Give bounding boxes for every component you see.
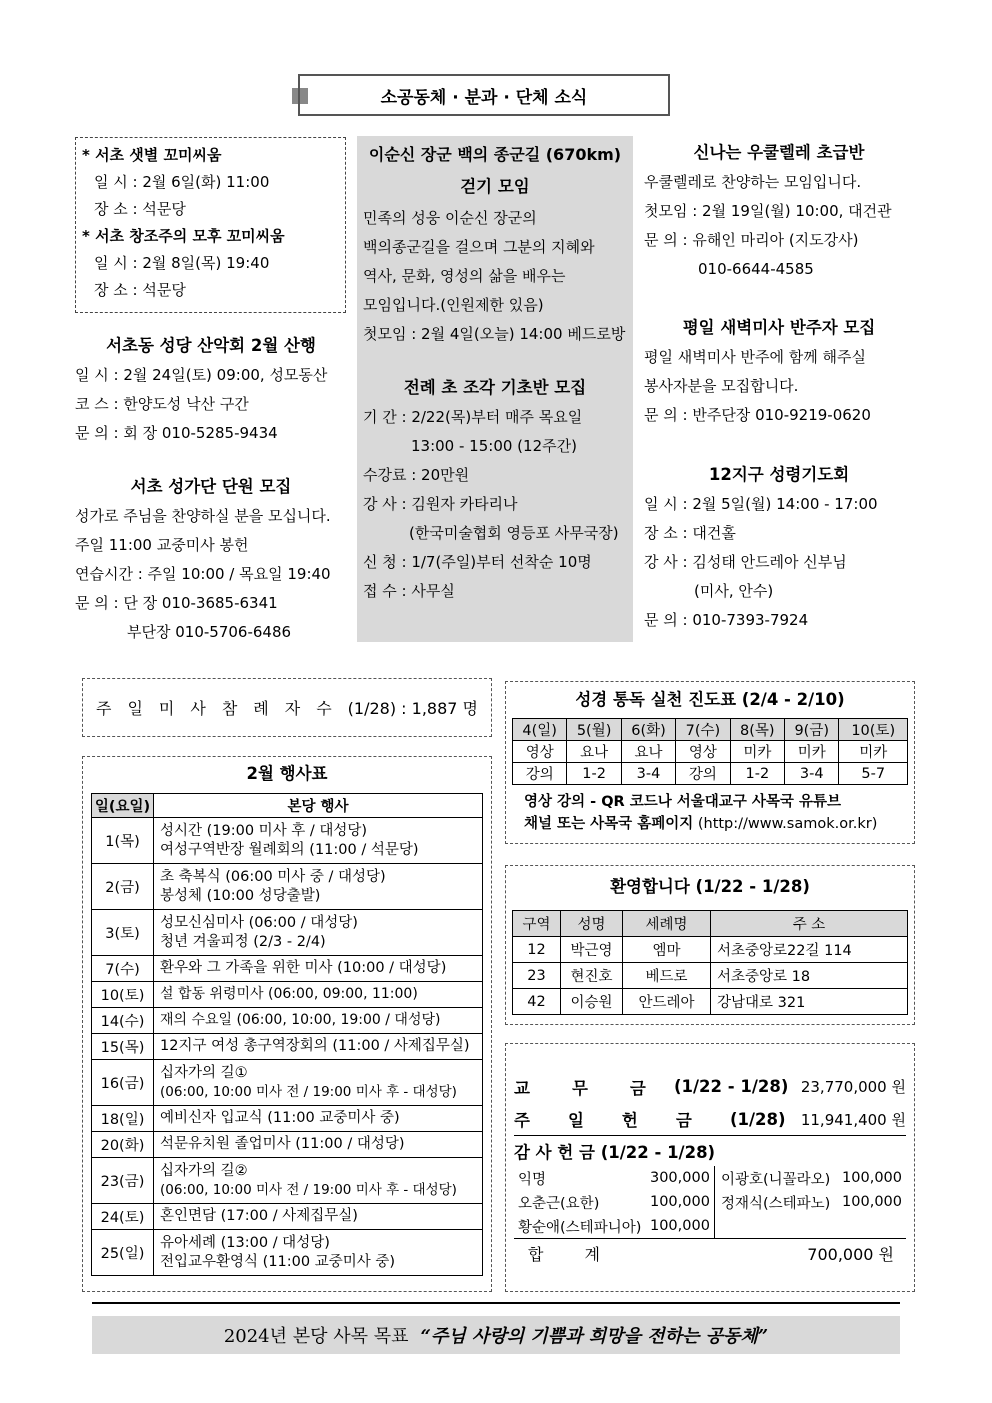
welcome-cell: 베드로: [623, 963, 711, 989]
thanks-name: 오춘근(요한): [518, 1195, 600, 1212]
walk-line-4: 모임입니다.(인원제한 있음): [363, 296, 544, 314]
thanks-name: 정재식(스테파노): [720, 1195, 831, 1212]
event-desc: [154, 1230, 483, 1276]
welcome-cell: 서초중앙로 18: [711, 963, 908, 989]
event-line: 석문유치원 졸업미사 (11:00 / 대성당): [160, 1136, 405, 1152]
welcome-table: [512, 910, 908, 1015]
hiking-course: 코 스 : 한양도성 낙산 구간: [75, 395, 249, 413]
gyomu-row: [514, 1070, 906, 1103]
walk-line-1: 민족의 성웅 이순신 장군의: [363, 209, 537, 227]
bible-cell: 3-4: [785, 763, 839, 785]
walk-line-3: 역사, 문화, 영성의 삶을 배우는: [363, 267, 566, 285]
carving-reception: 접 수 : 사무실: [363, 582, 455, 600]
event-day: 23(금): [92, 1158, 154, 1204]
event-line: 예비신자 입교식 (11:00 교중미사 중): [160, 1110, 400, 1126]
thanks-row: [514, 1214, 906, 1238]
welcome-cell: 강남대로 321: [711, 989, 908, 1015]
bible-cell: 5(월): [567, 719, 621, 741]
event-day: 14(수): [92, 1008, 154, 1034]
welcome-cell: 이승원: [561, 989, 623, 1015]
event-day: 10(토): [92, 982, 154, 1008]
welcome-row: [513, 963, 908, 989]
heongeum-label: 주일헌금: [514, 1111, 730, 1130]
bible-cell: 8(목): [730, 719, 784, 741]
thanks-amount: 300,000: [645, 1166, 714, 1190]
bible-cell: 영상: [676, 741, 730, 763]
event-line: 혼인면담 (17:00 / 사제집무실): [160, 1208, 358, 1224]
changjoju-place: 장 소 : 석문당: [94, 281, 186, 299]
thanks-name: 이광호(니꼴라오): [720, 1171, 831, 1188]
heongeum-amount: 11,941,400 원: [800, 1110, 906, 1129]
footer-rule: [92, 1302, 900, 1304]
spirit-lecturer: 강 사 : 김성태 안드레아 신부님: [644, 553, 847, 571]
welcome-header: 주 소: [711, 911, 908, 937]
ukulele-notice: [644, 138, 914, 284]
choir-contact-leader: 문 의 : 단 장 010-3685-6341: [75, 594, 278, 612]
carving-apply: 신 청 : 1/7(주일)부터 선착순 10명: [363, 553, 592, 571]
bible-title: 성경 통독 실천 진도표 (2/4 - 2/10): [575, 690, 845, 709]
carving-title: 전례 초 조각 기초반 모집: [403, 378, 587, 397]
event-desc: [154, 910, 483, 956]
dawn-line-2: 봉사자분을 모집합니다.: [644, 377, 799, 395]
event-desc: [154, 1008, 483, 1034]
carving-teacher-note: (한국미술협회 영등포 사무국장): [409, 524, 619, 542]
welcome-cell: 42: [513, 989, 561, 1015]
event-day: 7(수): [92, 956, 154, 982]
event-row: [92, 1106, 483, 1132]
event-line: 성시간 (19:00 미사 후 / 대성당): [160, 822, 368, 839]
welcome-cell: 12: [513, 937, 561, 963]
bible-row: [513, 719, 908, 741]
event-day: 18(일): [92, 1106, 154, 1132]
events-col-event: 본당 행사: [154, 794, 483, 818]
changjoju-date: 일 시 : 2월 8일(목) 19:40: [94, 254, 270, 272]
ssaetbyeol-place: 장 소 : 석문당: [94, 200, 186, 218]
carving-time: 13:00 - 15:00 (12주간): [411, 437, 577, 455]
spirit-lecturer-note: (미사, 안수): [694, 582, 774, 600]
bible-cell: 6(화): [621, 719, 675, 741]
event-desc: [154, 818, 483, 864]
gyomu-amount: 23,770,000 원: [800, 1078, 906, 1096]
bible-cell: 요나: [567, 741, 621, 763]
event-row: [92, 864, 483, 910]
event-row: [92, 956, 483, 982]
bible-cell: 미카: [785, 741, 839, 763]
thanks-row: [514, 1190, 906, 1214]
bible-cell: 5-7: [839, 763, 908, 785]
carving-period: 기 간 : 2/22(목)부터 매주 목요일: [363, 408, 583, 426]
welcome-cell: 안드레아: [623, 989, 711, 1015]
bible-cell: 강의: [676, 763, 730, 785]
bible-table: [512, 718, 908, 785]
gyomu-label: 교무금: [514, 1078, 688, 1098]
bible-note-2: 채널 또는 사목국 홈페이지: [524, 816, 694, 832]
event-row: [92, 982, 483, 1008]
ukulele-first: 첫모임 : 2월 19일(월) 10:00, 대건관: [644, 202, 892, 220]
event-row: [92, 1008, 483, 1034]
attendance-label: 주일미사참례자수: [96, 699, 348, 718]
event-desc: [154, 1132, 483, 1158]
total-row: [514, 1238, 906, 1268]
finance-box: [505, 1043, 915, 1292]
event-day: 20(화): [92, 1132, 154, 1158]
hiking-notice: [75, 331, 347, 448]
bible-reading-box: [505, 681, 915, 844]
hiking-contact: 문 의 : 회 장 010-5285-9434: [75, 424, 278, 442]
events-col-day: 일(요일): [92, 794, 154, 818]
event-day: 1(목): [92, 818, 154, 864]
dawn-title: 평일 새벽미사 반주자 모집: [682, 318, 876, 337]
welcome-row: [513, 937, 908, 963]
welcome-header: 구역: [513, 911, 561, 937]
choir-practice: 연습시간 : 주일 10:00 / 목요일 19:40: [75, 565, 331, 583]
bible-cell: 요나: [621, 741, 675, 763]
thanks-title: 감 사 헌 금 (1/22 - 1/28): [514, 1143, 716, 1162]
event-day: 15(목): [92, 1034, 154, 1060]
welcome-cell: 박근영: [561, 937, 623, 963]
spirit-date: 일 시 : 2월 5일(월) 14:00 - 17:00: [644, 495, 878, 513]
event-line: 여성구역반장 월례회의 (11:00 / 석문당): [160, 841, 419, 858]
walk-line-2: 백의종군길을 걸으며 그분의 지혜와: [363, 238, 595, 256]
bible-cell: 3-4: [621, 763, 675, 785]
bible-cell: 1-2: [567, 763, 621, 785]
spirit-place: 장 소 : 대건홀: [644, 524, 736, 542]
choir-contact-sub: 부단장 010-5706-6486: [127, 623, 292, 641]
event-desc: [154, 1204, 483, 1230]
bible-note-url: (http://www.samok.or.kr): [697, 816, 878, 832]
footer-prefix: 2024년 본당 사목 목표: [223, 1326, 409, 1347]
gyomu-period: (1/22 - 1/28): [674, 1077, 789, 1096]
event-row: [92, 1132, 483, 1158]
event-row: [92, 1230, 483, 1276]
heongeum-period: (1/28): [729, 1109, 786, 1129]
event-desc: [154, 1060, 483, 1106]
event-line: 십자가의 길②: [160, 1162, 248, 1179]
welcome-title: 환영합니다 (1/22 - 1/28): [610, 877, 810, 896]
thanks-amount: 100,000: [842, 1194, 902, 1210]
attendance-box: [82, 678, 492, 737]
ukulele-title: 신나는 우쿨렐레 초급반: [693, 143, 865, 162]
dawn-line-1: 평일 새벽미사 반주에 함께 해주실: [644, 348, 866, 366]
event-line: 성모신심미사 (06:00 / 대성당): [160, 914, 358, 931]
event-desc: [154, 1106, 483, 1132]
thanks-amount: 100,000: [645, 1190, 714, 1214]
event-line: 봉성체 (10:00 성당출발): [160, 887, 321, 904]
event-line: 12지구 여성 총구역장회의 (11:00 / 사제집무실): [160, 1038, 470, 1054]
events-table: [91, 793, 483, 1276]
event-row: [92, 1204, 483, 1230]
welcome-header: 세례명: [623, 911, 711, 937]
event-day: 25(일): [92, 1230, 154, 1276]
bible-cell: 1-2: [730, 763, 784, 785]
event-desc: [154, 956, 483, 982]
event-line: (06:00, 10:00 미사 전 / 19:00 미사 후 - 대성당): [160, 1083, 457, 1100]
footer-banner: [92, 1316, 900, 1354]
thanks-amount: 100,000: [842, 1170, 902, 1186]
spirit-contact: 문 의 : 010-7393-7924: [644, 611, 809, 629]
event-line: 십자가의 길①: [160, 1064, 248, 1081]
event-desc: [154, 1034, 483, 1060]
spirit-prayer-notice: [644, 460, 914, 635]
ukulele-desc: 우쿨렐레로 찬양하는 모임입니다.: [644, 173, 862, 191]
event-row: [92, 910, 483, 956]
bible-cell: 미카: [730, 741, 784, 763]
event-row: [92, 818, 483, 864]
event-day: 16(금): [92, 1060, 154, 1106]
thanks-name: 황순애(스테파니아): [518, 1219, 642, 1236]
total-label: 합 계: [528, 1245, 618, 1264]
walk-subtitle: 걷기 모임: [460, 177, 530, 196]
thanks-name: 익명: [518, 1171, 547, 1188]
choir-mass: 주일 11:00 교중미사 봉헌: [75, 536, 249, 554]
total-amount: 700,000 원: [807, 1245, 894, 1264]
carving-fee: 수강료 : 20만원: [363, 466, 470, 484]
thanks-table: [514, 1166, 906, 1238]
bible-cell: 강의: [513, 763, 567, 785]
bible-cell: 영상: [513, 741, 567, 763]
welcome-cell: 현진호: [561, 963, 623, 989]
spirit-title: 12지구 성령기도회: [708, 465, 850, 484]
ukulele-phone: 010-6644-4585: [698, 260, 814, 278]
event-line: 재의 수요일 (06:00, 10:00, 19:00 / 대성당): [160, 1012, 441, 1028]
walk-first: 첫모임 : 2월 4일(오늘) 14:00 베드로방: [363, 325, 626, 343]
welcome-cell: 23: [513, 963, 561, 989]
dawn-contact: 문 의 : 반주단장 010-9219-0620: [644, 406, 871, 424]
event-line: (06:00, 10:00 미사 전 / 19:00 미사 후 - 대성당): [160, 1181, 457, 1198]
welcome-header: 성명: [561, 911, 623, 937]
thanks-amount: [837, 1214, 906, 1238]
events-title: 2월 행사표: [246, 764, 328, 783]
choir-notice: [75, 472, 347, 647]
event-line: 전입교우환영식 (11:00 교중미사 중): [160, 1253, 396, 1270]
section-header: 소공동체 · 분과 · 단체 소식: [298, 74, 670, 116]
events-box: [82, 756, 492, 1292]
event-day: 24(토): [92, 1204, 154, 1230]
bible-cell: 미카: [839, 741, 908, 763]
welcome-row: [513, 989, 908, 1015]
welcome-box: [505, 865, 915, 1025]
bible-row: [513, 763, 908, 785]
event-desc: [154, 982, 483, 1008]
event-line: 청년 겨울피정 (2/3 - 2/4): [160, 933, 326, 950]
event-row: [92, 1060, 483, 1106]
attendance-value: (1/28) : 1,887 명: [347, 699, 478, 718]
event-line: 설 합동 위령미사 (06:00, 09:00, 11:00): [160, 986, 418, 1002]
bible-row: [513, 741, 908, 763]
choir-title: 서초 성가단 단원 모집: [130, 477, 292, 496]
carving-teacher: 강 사 : 김원자 카타리나: [363, 495, 518, 513]
ukulele-contact: 문 의 : 유해인 마리아 (지도강사): [644, 231, 859, 249]
bible-cell: 7(수): [676, 719, 730, 741]
bible-cell: 9(금): [785, 719, 839, 741]
footer-slogan: “주님 사랑의 기쁨과 희망을 전하는 공동체”: [420, 1326, 769, 1347]
center-column: [357, 136, 633, 642]
welcome-header-row: [513, 911, 908, 937]
thanks-name: [714, 1214, 837, 1238]
thanks-amount: 100,000: [645, 1214, 714, 1238]
ssaetbyeol-box: [75, 137, 346, 313]
thanks-row: [514, 1166, 906, 1190]
choir-desc: 성가로 주님을 찬양하실 분을 모십니다.: [75, 507, 331, 525]
event-day: 3(토): [92, 910, 154, 956]
welcome-cell: 엠마: [623, 937, 711, 963]
event-line: 초 축복식 (06:00 미사 중 / 대성당): [160, 868, 386, 885]
bible-note-1: 영상 강의 - QR 코드나 서울대교구 사목국 유튜브: [524, 794, 841, 810]
ssaetbyeol-title: * 서초 샛별 꼬미씨움: [82, 146, 222, 164]
event-desc: [154, 1158, 483, 1204]
changjoju-title: * 서초 창조주의 모후 꼬미씨움: [82, 227, 285, 245]
walk-title: 이순신 장군 백의 종군길 (670km): [368, 145, 622, 164]
dawn-mass-notice: [644, 313, 914, 430]
event-row: [92, 1158, 483, 1204]
hiking-title: 서초동 성당 산악회 2월 산행: [106, 336, 316, 355]
heongeum-row: [514, 1103, 906, 1136]
hiking-date: 일 시 : 2월 24일(토) 09:00, 성모동산: [75, 366, 328, 384]
event-day: 2(금): [92, 864, 154, 910]
bible-cell: 10(토): [839, 719, 908, 741]
event-desc: [154, 864, 483, 910]
event-line: 환우와 그 가족을 위한 미사 (10:00 / 대성당): [160, 960, 447, 976]
bible-cell: 4(일): [513, 719, 567, 741]
event-row: [92, 1034, 483, 1060]
welcome-cell: 서초중앙로22길 114: [711, 937, 908, 963]
ssaetbyeol-date: 일 시 : 2월 6일(화) 11:00: [94, 173, 270, 191]
event-line: 유아세례 (13:00 / 대성당): [160, 1234, 330, 1251]
